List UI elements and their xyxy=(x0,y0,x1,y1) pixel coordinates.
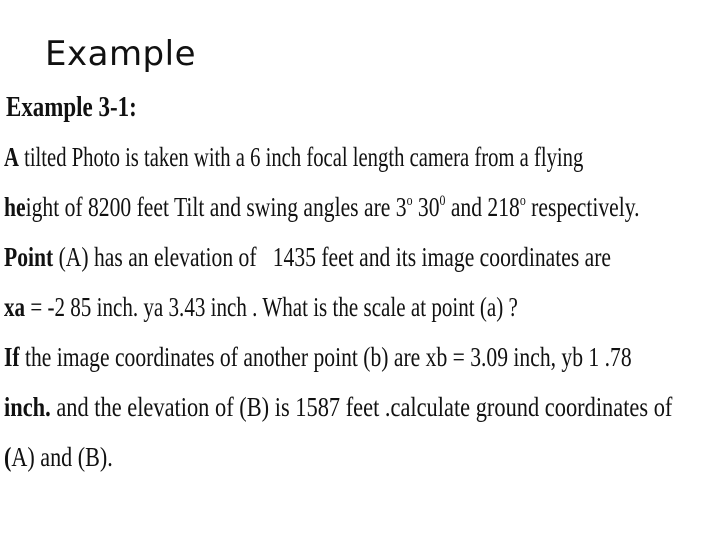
line-text: the image coordinates of another point (b) are xb = 3.09 inch, yb 1 .78 xyxy=(19,342,632,372)
line-text: and the elevation of (B) is 1587 feet .calculate ground coordinates of xyxy=(50,392,673,422)
slide-title: Example xyxy=(45,34,197,74)
problem-line-7 xyxy=(4,442,113,473)
degree-mark: o xyxy=(406,192,413,209)
line-text: and 218 xyxy=(445,192,520,222)
problem-line-1 xyxy=(4,142,583,173)
degree-mark: o xyxy=(519,192,526,209)
line-text: (A) has an elevation of 1435 feet and its image coordinates are xyxy=(53,242,612,272)
line-lead: he xyxy=(4,192,26,222)
degree-mark: 0 xyxy=(439,192,446,209)
line-text: = -2 85 inch. ya 3.43 inch . What is the scale at point (a) ? xyxy=(25,292,518,322)
line-lead: Point xyxy=(4,242,54,272)
line-lead: ( xyxy=(4,442,12,472)
line-lead: If xyxy=(4,342,20,372)
problem-line-3 xyxy=(4,242,611,273)
line-text: tilted Photo is taken with a 6 inch focal length camera from a flying xyxy=(18,142,584,172)
problem-line-6 xyxy=(4,392,672,423)
line-lead: xa xyxy=(4,292,26,322)
example-heading: Example 3-1: xyxy=(6,92,137,123)
line-text: ight of 8200 feet Tilt and swing angles are 3 xyxy=(25,192,407,222)
line-lead: inch. xyxy=(4,392,51,422)
line-text: respectively. xyxy=(525,192,640,222)
line-lead: A xyxy=(4,142,19,172)
problem-line-4 xyxy=(4,292,518,323)
line-text: 30 xyxy=(412,192,440,222)
problem-line-5 xyxy=(4,342,632,373)
line-text: A) and (B). xyxy=(11,442,113,472)
problem-line-2 xyxy=(4,192,640,223)
